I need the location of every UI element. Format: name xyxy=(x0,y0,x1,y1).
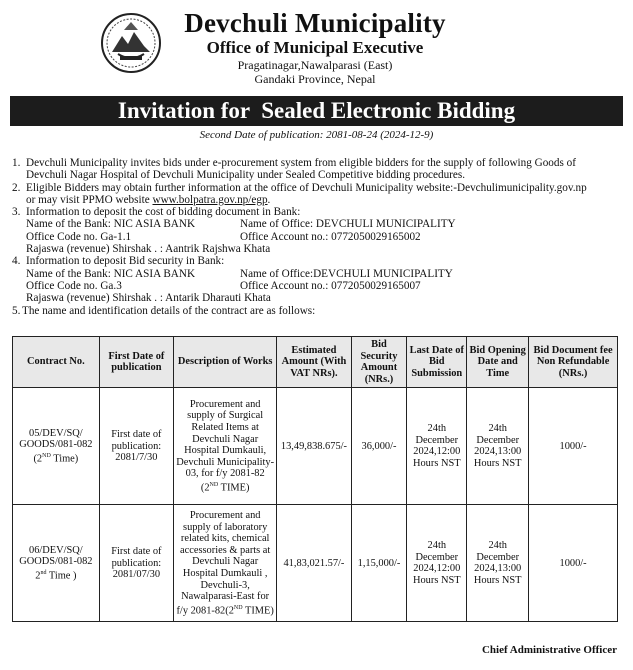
document-fee-cell: 1000/- xyxy=(529,388,618,505)
estimated-amount-cell: 13,49,838.675/- xyxy=(277,388,351,505)
signatory: Chief Administrative Officer xyxy=(481,644,617,656)
last-date-cell: 24th December 2024,12:00 Hours NST xyxy=(407,388,467,505)
office-name-value: Name of Office: DEVCHULI MUNICIPALITY xyxy=(240,218,456,231)
ppmo-website-link[interactable]: www.bolpatra.gov.np/egp xyxy=(152,193,268,206)
item-text: The name and identification details of the contract are as follows: xyxy=(22,304,316,317)
item-text: Devchuli Municipality invites bids under e-procurement system from eligible bidders for the supply of following Goods of xyxy=(26,157,576,169)
item-number: 5. xyxy=(12,304,21,317)
opening-date-cell: 24th December 2024,13:00 Hours NST xyxy=(467,388,529,505)
list-item xyxy=(12,182,620,207)
item-number: 2. xyxy=(12,181,21,194)
publication-date: Second Date of publication: 2081-08-24 (2024-12-9) xyxy=(199,129,434,141)
address-line-2: Gandaki Province, Nepal xyxy=(254,72,376,86)
description-cell: Procurement and supply of laboratory related kits, chemical accessories & parts at Devchuli Nagar Hospital Dumkauli , Devchuli-3, Nawalparasi-East for f/y 2081-82(2ND TIME) xyxy=(174,505,277,622)
bank-name: Name of the Bank: NIC ASIA BANK xyxy=(26,218,196,231)
bid-security-cell: 1,15,000/- xyxy=(351,505,407,622)
item-text: Devchuli Nagar Hospital of Devchuli Municipality under Sealed Competitive bidding procedures. xyxy=(26,169,466,182)
item-heading: Information to deposit the cost of bidding document in Bank: xyxy=(26,206,301,219)
office-name: Office of Municipal Executive xyxy=(206,38,424,57)
bank-name: Name of the Bank: NIC ASIA BANK xyxy=(26,267,196,280)
account-number: Office Account no.: 0772050029165007 xyxy=(240,279,421,292)
table-row xyxy=(13,505,618,622)
list-item xyxy=(12,157,620,182)
document-fee-cell: 1000/- xyxy=(529,505,618,622)
page-header xyxy=(0,0,633,95)
notice-body xyxy=(12,157,620,317)
estimated-amount-cell: 41,83,021.57/- xyxy=(277,505,351,622)
column-header: Bid Document fee Non Refundable (NRs.) xyxy=(529,337,618,388)
header-title-block xyxy=(150,8,480,86)
revenue-heading: Rajaswa (revenue) Shirshak . : Aantrik Rajshwa Khata xyxy=(26,243,271,256)
office-code: Office Code no. Ga.3 xyxy=(26,279,122,292)
opening-date-cell: 24th December 2024,13:00 Hours NST xyxy=(467,505,529,622)
list-item xyxy=(12,305,620,317)
table-header-row xyxy=(13,337,618,388)
last-date-cell: 24th December 2024,12:00 Hours NST xyxy=(407,505,467,622)
item-number: 3. xyxy=(12,206,21,219)
office-code: Office Code no. Ga-1.1 xyxy=(26,230,132,243)
column-header: Estimated Amount (With VAT NRs). xyxy=(277,337,351,388)
org-name: Devchuli Municipality xyxy=(184,8,446,38)
table-row xyxy=(13,388,618,505)
contract-number-cell: 05/DEV/SQ/ GOODS/081-082 (2ND Time) xyxy=(13,388,100,505)
account-number: Office Account no.: 0772050029165002 xyxy=(240,230,421,243)
column-header: Description of Works xyxy=(174,337,277,388)
first-publication-cell: First date of publication: 2081/7/30 xyxy=(99,388,173,505)
notice-banner: Invitation for Sealed Electronic Bidding xyxy=(10,96,623,126)
item-number: 4. xyxy=(12,255,21,268)
column-header: Bid Opening Date and Time xyxy=(467,337,529,388)
column-header: Contract No. xyxy=(13,337,100,388)
address-line-1: Pragatinagar,Nawalparasi (East) xyxy=(237,58,393,72)
item-text: Eligible Bidders may obtain further information at the office of Devchuli Municipality website:-Devchulimunicipality.gov.np xyxy=(26,181,587,194)
contract-number-cell: 06/DEV/SQ/ GOODS/081-082 2nd Time ) xyxy=(13,505,100,622)
contract-table xyxy=(12,336,618,622)
revenue-heading: Rajaswa (revenue) Shirshak . : Antarik Dharauti Khata xyxy=(26,292,271,305)
item-text: . xyxy=(267,193,271,206)
list-item xyxy=(12,206,620,218)
item-heading: Information to deposit Bid security in Bank: xyxy=(26,255,225,268)
bid-security-cell: 36,000/- xyxy=(351,388,407,505)
office-name-value: Name of Office:DEVCHULI MUNICIPALITY xyxy=(240,267,453,280)
description-cell: Procurement and supply of Surgical Related Items at Devchuli Nagar Hospital Dumkauli, Devchuli Municipality-03, for f/y 2081-82 (2ND TIME) xyxy=(174,388,277,505)
column-header: First Date of publication xyxy=(99,337,173,388)
list-item xyxy=(12,255,620,267)
item-number: 1. xyxy=(12,157,21,169)
column-header: Last Date of Bid Submission xyxy=(407,337,467,388)
first-publication-cell: First date of publication: 2081/07/30 xyxy=(99,505,173,622)
item-text: or may visit PPMO website xyxy=(26,193,153,206)
column-header: Bid Security Amount (NRs.) xyxy=(351,337,407,388)
